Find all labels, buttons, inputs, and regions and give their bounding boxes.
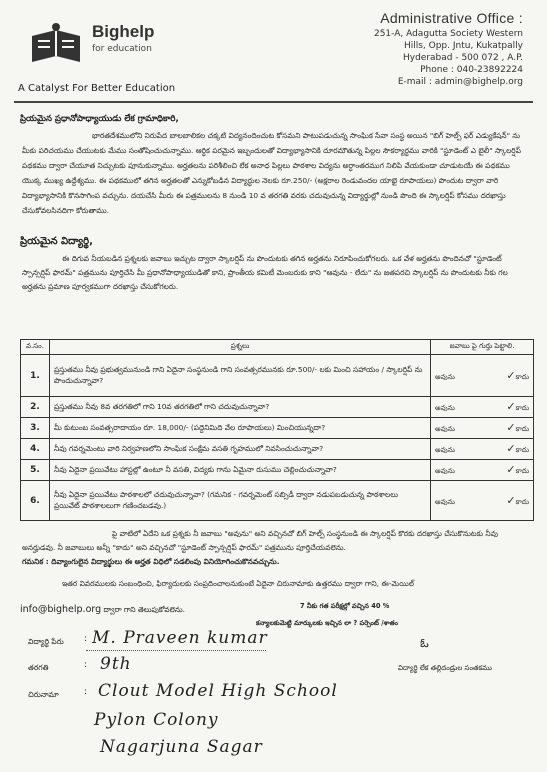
check-mark-icon: ✓ [506, 463, 516, 476]
office-title: Administrative Office : [380, 10, 523, 26]
check-mark-icon: ✓ [506, 368, 516, 382]
table-header-row [21, 340, 534, 355]
check-mark-icon: ✓ [506, 442, 516, 455]
no-option[interactable]: కాదు [515, 404, 529, 412]
header-divider [14, 101, 533, 103]
signature-label: విద్యార్థి లేక తల్లిదండ్రుల సంతకము [398, 664, 492, 672]
class-value[interactable]: 9th [100, 654, 132, 674]
row-number: 1. [21, 355, 50, 397]
answer-cell[interactable] [431, 355, 534, 397]
column-header-no: వ.సం. [21, 340, 50, 355]
class-label: తరగతి [28, 663, 49, 672]
address-line: Hyderabad - 500 072 , A.P. [402, 53, 523, 63]
book-logo-icon [26, 22, 86, 66]
answer-cell[interactable] [431, 418, 534, 439]
check-mark-icon: ✓ [506, 400, 516, 413]
column-header-answer: జవాబు పై గుర్తు పెట్టాలి. [431, 340, 534, 355]
address-label: చిరునామా [28, 690, 59, 699]
name-line [86, 650, 266, 651]
email-line-header: E-mail : admin@bighelp.org [397, 77, 523, 87]
table-row [21, 355, 534, 397]
tagline: A Catalyst For Better Education [18, 83, 176, 94]
check-mark-icon: ✓ [506, 421, 516, 434]
yes-option[interactable]: అవును [435, 497, 455, 506]
intro-paragraph: భారతదేశములోని నిరుపేద బాలబాలికల చక్కటి విద్యనందించుట కోసమని పాటుపడుచున్న సాంఘిక సేవా సంస్థ అయిన "బిగ్ హెల్ప్ ఫర్ ఎడ్యుకేషన్" ను మీకు పరిచయము చేయుటకు మేము సంతోషించుచున్నాము. ఆర్థిక పరమైన ఇబ్బందులతో విద్యాభ్యాసానికి దూరమౌతున్న పిల్లల సౌకర్యార్థము వారికి "స్టూడెంట్ ఎ బైలీ" స్కాలర్షిప్ పథకము ద్వారా చేయూత నిచ్చుటకు పూనుకున్నాము. అర్హతలను పరిశీలించి లేక అనాధ పిల్లలు పాఠశాల విద్యను అర్ధాంతరముగ నిలిపి వేయకుండా చూడుటయే ఈ పథకము యొక్క ముఖ్య ఉద్దేశ్యము. ఈ పథకములో తగిన అర్హతలతో ఎన్నుకోబడిన విద్యార్థుల నెలకు రూ.250/- (అక్షరాల రెండువందల యాభై రూపాయలు) పొందుట ద్వారా వారి విద్యాభ్యాసానికి కొనసాగింప వచ్చును. దయచేసి మీరు ఈ పత్రములను 8 నుండి 10 వ తరగతి వరకు చదువుచున్న విద్యార్థుల్లో నుండి పొంది ఈ స్కాలర్షిప్ కోసము దరఖాస్తు చేసుకోవలసినదిగా కోరుతాము. [22, 131, 521, 215]
percent-note: 7 నీకు గత పరీక్షల్లో వచ్చిన 40 % [300, 602, 390, 610]
closing-note: గమనిక : దివ్యాంగులైన విద్యార్థులు ఈ అర్హత విధిలో సడలింపు వినియోగించుకొనవచ్చును. [22, 557, 280, 566]
table-row [21, 481, 534, 521]
address-line-1[interactable]: Clout Model High School [98, 681, 338, 701]
contact-email-suffix: ద్వారా గాని తెలుపుకోవలెను. [101, 605, 185, 614]
student-paragraph: ఈ దిగువ నీయబడిన ప్రశ్నలకు జవాబు ఇచ్చుట ద్వారా స్కాలర్షిప్ ను పొందుటకు తగిన అర్హతను నిరూపించుకోగలరు. ఒక వేళ అర్హతను పొందినచో "స్టూడెంట్ స్పాన్సర్షిప్ ఫారమ్" పత్రమును పూర్తిచేసి మీ ప్రధానోపాధ్యాయుడితో కాని, ప్రాంతీయ కమిటీ మెంబరుకు కాని "ఆవును - లేదు" ను జతపరచి స్కాలర్షిప్ ను పొందుటకు నీకు గల అర్హతను ప్రమాణ పూర్వకముగా దరఖాస్తు చేసుకోగలరు. [22, 254, 508, 291]
question-text: ప్రస్తుతము నీవు 8వ తరగతిలో గాని 10వ తరగతిలో గాని చదువుచున్నావా? [50, 397, 431, 418]
brand-subtitle: for education [92, 44, 152, 54]
check-mark-icon: ✓ [506, 493, 516, 507]
eligibility-table [20, 339, 534, 521]
answer-cell[interactable] [431, 439, 534, 460]
headmaster-salutation: ప్రియమైన ప్రధానోపాధ్యాయుడు లేక గ్రామాధికారి, [20, 114, 179, 124]
address-line: Hills, Opp. Jntu, Kukatpally [403, 41, 523, 51]
row-number: 4. [21, 439, 50, 460]
student-name-label: విద్యార్థి పేరు [28, 637, 64, 646]
signature-mark: ఓ [420, 636, 429, 650]
colon: : [84, 634, 88, 644]
row-number: 3. [21, 418, 50, 439]
column-header-question: ప్రశ్నలు [50, 340, 431, 355]
question-text: ప్రస్తుతము నీవు ప్రభుత్వమునుండి గాని ఏదైనా సంస్థనుండి గాని సంవత్సరమునకు రూ.500/- లకు మించి సహాయం / స్కాలర్షిప్ ను పొందుచున్నావా? [50, 355, 431, 397]
marks-note: కన్యాలకుమెట్టి మార్కులకు ఇచ్చిన లా ? పర్సెంట్ /శాతం [256, 619, 398, 627]
address-line-2[interactable]: Pylon Colony [94, 710, 219, 730]
answer-cell[interactable] [431, 481, 534, 521]
row-number: 2. [21, 397, 50, 418]
question-text: నీవు ఏదైనా ప్రయివేటు పాఠశాలలో చదువుచున్నావా? (గమనిక - గవర్నమెంట్ సబ్సిడీ ద్వారా నడుపబడుచున్న పాఠశాలలు ప్రయివేట్ పాఠశాలలుగా గణించబడవు.) [50, 481, 431, 521]
table-row [21, 439, 534, 460]
yes-option[interactable]: అవును [435, 425, 455, 433]
no-option[interactable]: కాదు [515, 497, 529, 506]
contact-email-line [20, 604, 185, 616]
address-line-3[interactable]: Nagarjuna Sagar [100, 737, 263, 757]
no-option[interactable]: కాదు [515, 446, 529, 454]
address-line: 251-A, Adagutta Society Western [373, 29, 523, 39]
closing-paragraph: పై వాటిలో ఏదేని ఒక ప్రశ్నకు నీ జవాబు "అవును" అని వచ్చినచో బిగ్ హెల్ప్ సంస్థనుండి ఈ స్కాలర్షిప్ కొరకు దరఖాస్తు చేసుకొనుటకు నీవు అనర్హుడవు. నీ జవాబులు అన్నీ "కాదు" అని వచ్చినచో "స్టూడెంట్ స్పాన్సర్షిప్ ఫారమ్" పత్రమును పూర్తిచేయవలెను. [22, 529, 498, 552]
row-number: 6. [21, 481, 50, 521]
table-row [21, 418, 534, 439]
colon: : [84, 687, 88, 697]
table-row [21, 397, 534, 418]
answer-cell[interactable] [431, 397, 534, 418]
no-option[interactable]: కాదు [515, 467, 529, 475]
student-name-value[interactable]: M. Praveen kumar [92, 628, 268, 648]
no-option[interactable]: కాదు [515, 425, 529, 433]
question-text: నీవు ఏదైనా ప్రయివేటు హాస్టల్లో ఉంటూ నీ వసతి, విద్యకు గాను ఏమైనా రుసుము చెల్లించుచున్నావా? [50, 460, 431, 481]
table-row [21, 460, 534, 481]
contact-paragraph: ఇతర వివరములకు సంబంధించి, ఫిర్యాదులకు సంప్రదించాలనుకుంటే ఏదైనా చిరునామాకు ఉత్తరము ద్వారా గాని, ఈ-మెయిల్ [62, 579, 414, 588]
no-option[interactable]: కాదు [515, 372, 529, 381]
answer-cell[interactable] [431, 460, 534, 481]
contact-email[interactable]: info@bighelp.org [20, 604, 102, 615]
row-number: 5. [21, 460, 50, 481]
yes-option[interactable]: అవును [435, 372, 455, 381]
yes-option[interactable]: అవును [435, 404, 455, 412]
question-text: నీవు గవర్నమెంటు వారి నిర్వహణలోని సాంఘిక సంక్షేమ వసతి గృహములో నివసించుచున్నావా? [50, 439, 431, 460]
phone-line: Phone : 040-23892224 [420, 65, 523, 75]
student-salutation: ప్రియమైన విద్యార్థి, [20, 236, 93, 247]
colon: : [84, 660, 88, 670]
yes-option[interactable]: అవును [435, 446, 455, 454]
yes-option[interactable]: అవును [435, 467, 455, 475]
brand-name: Bighelp [92, 22, 155, 41]
question-text: మీ కుటుంబ సంవత్సరాదాయం రూ. 18,000/- (పద్దెనిమిది వేల రూపాయలు) మించియున్నదా? [50, 418, 431, 439]
